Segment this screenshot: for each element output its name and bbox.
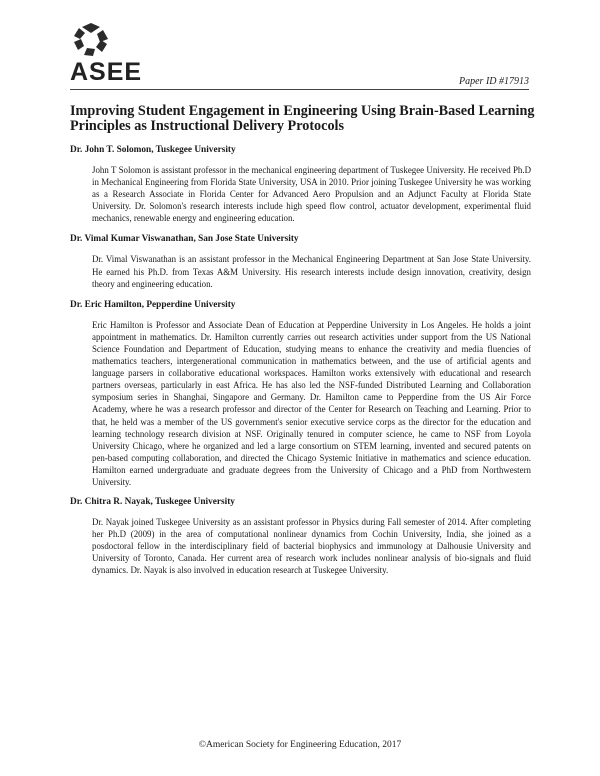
author-bio: Dr. Vimal Viswanathan is an assistant professor in the Mechanical Engineering Department at San Jose State University. He earned his Ph.D. from Texas A&M University. His research interests include design innovation, creativity, design theory and engineering education. (92, 254, 531, 289)
asee-emblem-icon (70, 22, 112, 58)
asee-logo (70, 22, 143, 86)
author-name: Dr. Chitra R. Nayak, Tuskegee University (70, 497, 235, 508)
header-divider (70, 89, 529, 90)
paper-title: Improving Student Engagement in Engineering Using Brain-Based Learning Principles as Instructional Delivery Protocols (70, 103, 535, 134)
author-name: Dr. Vimal Kumar Viswanathan, San Jose State University (70, 234, 299, 245)
author-bio: John T Solomon is assistant professor in the mechanical engineering department of Tuskegee University. He received Ph.D in Mechanical Engineering from Florida State University, USA in 2010. Prior joining Tuskegee University he was working as a Research Associate in Florida Center for Advanced Aero Propulsion and an Adjunct Faculty at Florida State University. Dr. Solomon's research interests include high speed flow control, actuator development, experimental fluid mechanics, renewable energy and engineering education. (92, 165, 531, 224)
copyright-footer: ©American Society for Engineering Education, 2017 (198, 740, 402, 750)
author-section (70, 233, 531, 289)
author-section (70, 496, 531, 576)
author-bio: Eric Hamilton is Professor and Associate Dean of Education at Pepperdine University in Los Angeles. He holds a joint appointment in mathematics. Dr. Hamilton currently carries out research activities under support from the US National Science Foundation and Department of Education, studying means to enhance the creativity and media fluencies of mathematics teachers, intergenerational communication in mathematics between, and the use of artificial agents and language parsers in collaborative educational workspaces. Hamilton works extensively with educational and research partners overseas, particularly in east Africa. He has also led the NSF-funded Distributed Learning and Collaboration symposium series in Shanghai, Singapore and Germany. Dr. Hamilton came to Pepperdine from the US Air Force Academy, where he was a research professor and director of the Center for Research on Teaching and Learning. Prior to that, he held was a member of the US government's senior executive service corps as the director for the education and learning technology research division at NSF. Originally tenured in computer science, he came to NSF from Loyola University Chicago, where he organized and led a large consortium on STEM learning, invented and secured patents on pen-based computing collaboration, and directed the Chicago Systemic Initiative in mathematics and science education. Hamilton earned undergraduate and graduate degrees from the University of Chicago and a PhD from Northwestern University. (92, 319, 531, 487)
author-name: Dr. Eric Hamilton, Pepperdine University (70, 299, 236, 310)
logo-wordmark: ASEE (70, 58, 143, 86)
author-section (70, 299, 531, 488)
author-bio: Dr. Nayak joined Tuskegee University as an assistant professor in Physics during Fall semester of 2014. After completing her Ph.D (2009) in the area of computational nonlinear dynamics from Cochin University, India, she joined as a posdoctoral fellow in the interdisciplinary field of bacterial biophysics and immunology at Dalhousie University and University of Toronto, Canada. Her current area of research work includes nonlinear analysis of bio-signals and fluid dynamics. Dr. Nayak is also involved in education research at Tuskegee University. (92, 517, 531, 576)
author-section (70, 144, 531, 224)
author-name: Dr. John T. Solomon, Tuskegee University (70, 145, 236, 155)
author-biographies (70, 144, 531, 577)
paper-id: Paper ID #17913 (459, 76, 529, 87)
